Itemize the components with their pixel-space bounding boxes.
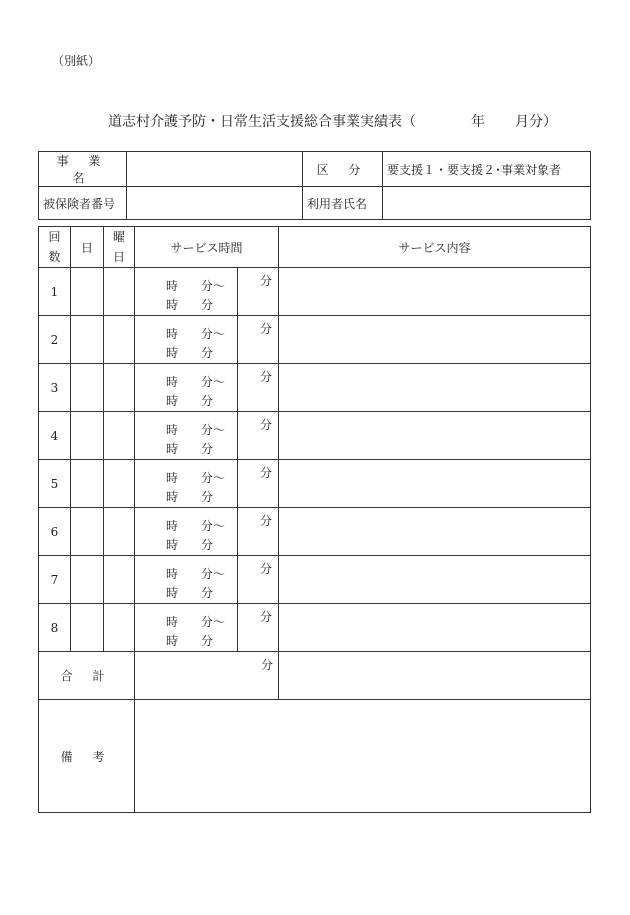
duration-cell[interactable] — [238, 316, 279, 364]
service-time-cell[interactable] — [135, 508, 238, 556]
duration-minute-unit: 分 — [260, 514, 273, 528]
row-number: 1 — [39, 268, 71, 316]
start-minute-unit: 分～ — [201, 567, 226, 581]
start-hour-unit: 時 — [166, 471, 179, 485]
start-minute-unit: 分～ — [201, 519, 226, 533]
service-time-cell[interactable] — [135, 364, 238, 412]
start-hour-unit: 時 — [166, 279, 179, 293]
business-name-label: 事 業 名 — [39, 152, 127, 187]
start-minute-unit: 分～ — [201, 279, 226, 293]
table-row — [39, 508, 591, 556]
end-minute-unit: 分 — [201, 634, 214, 648]
title-year: 年 — [471, 114, 485, 130]
end-hour-unit: 時 — [166, 490, 179, 504]
row-number: 4 — [39, 412, 71, 460]
start-minute-unit: 分～ — [201, 327, 226, 341]
service-time-cell[interactable] — [135, 460, 238, 508]
service-time-cell[interactable] — [135, 412, 238, 460]
header-day: 日 — [71, 227, 104, 268]
title-month: 月分） — [515, 114, 557, 130]
day-cell[interactable] — [71, 508, 104, 556]
header-service-content: サービス内容 — [279, 227, 591, 268]
weekday-cell[interactable] — [104, 604, 135, 652]
start-hour-unit: 時 — [166, 375, 179, 389]
duration-minute-unit: 分 — [260, 370, 273, 384]
user-name-field[interactable] — [383, 187, 591, 220]
table-row — [39, 412, 591, 460]
end-minute-unit: 分 — [201, 442, 214, 456]
title-main: 道志村介護予防・日常生活支援総合事業実績表（ — [108, 114, 416, 130]
table-row — [39, 316, 591, 364]
start-hour-unit: 時 — [166, 519, 179, 533]
remarks-label: 備 考 — [39, 700, 135, 813]
table-row — [39, 268, 591, 316]
start-minute-unit: 分～ — [201, 471, 226, 485]
duration-cell[interactable] — [238, 412, 279, 460]
end-minute-unit: 分 — [201, 586, 214, 600]
total-minutes-cell[interactable] — [135, 652, 279, 700]
start-minute-unit: 分～ — [201, 423, 226, 437]
weekday-cell[interactable] — [104, 364, 135, 412]
info-table — [38, 151, 591, 220]
row-number: 8 — [39, 604, 71, 652]
remarks-field[interactable] — [135, 700, 591, 813]
end-hour-unit: 時 — [166, 298, 179, 312]
row-number: 6 — [39, 508, 71, 556]
page-title — [108, 111, 557, 131]
service-content-cell[interactable] — [279, 604, 591, 652]
total-minute-unit: 分 — [261, 658, 274, 672]
total-content-cell[interactable] — [279, 652, 591, 700]
service-time-cell[interactable] — [135, 604, 238, 652]
weekday-cell[interactable] — [104, 508, 135, 556]
end-hour-unit: 時 — [166, 394, 179, 408]
duration-minute-unit: 分 — [260, 562, 273, 576]
end-minute-unit: 分 — [201, 490, 214, 504]
service-time-cell[interactable] — [135, 556, 238, 604]
service-record-table — [38, 226, 591, 813]
duration-cell[interactable] — [238, 460, 279, 508]
insured-number-field[interactable] — [127, 187, 303, 220]
day-cell[interactable] — [71, 460, 104, 508]
weekday-cell[interactable] — [104, 316, 135, 364]
end-hour-unit: 時 — [166, 586, 179, 600]
end-minute-unit: 分 — [201, 538, 214, 552]
table-row — [39, 604, 591, 652]
header-count: 回 数 — [39, 227, 71, 268]
service-time-cell[interactable] — [135, 316, 238, 364]
total-label: 合 計 — [39, 652, 135, 700]
insured-number-label: 被保険者番号 — [39, 187, 127, 220]
duration-cell[interactable] — [238, 508, 279, 556]
end-hour-unit: 時 — [166, 634, 179, 648]
day-cell[interactable] — [71, 604, 104, 652]
annex-label: （別紙） — [52, 54, 101, 68]
service-content-cell[interactable] — [279, 268, 591, 316]
day-cell[interactable] — [71, 556, 104, 604]
duration-cell[interactable] — [238, 364, 279, 412]
duration-minute-unit: 分 — [260, 418, 273, 432]
end-hour-unit: 時 — [166, 442, 179, 456]
end-hour-unit: 時 — [166, 346, 179, 360]
category-options[interactable]: 要支援１・要支援２･事業対象者 — [383, 152, 591, 187]
table-row — [39, 556, 591, 604]
service-content-cell[interactable] — [279, 460, 591, 508]
header-weekday: 曜 日 — [104, 227, 135, 268]
row-number: 3 — [39, 364, 71, 412]
duration-minute-unit: 分 — [260, 274, 273, 288]
weekday-cell[interactable] — [104, 268, 135, 316]
end-minute-unit: 分 — [201, 298, 214, 312]
day-cell[interactable] — [71, 412, 104, 460]
row-number: 7 — [39, 556, 71, 604]
duration-minute-unit: 分 — [260, 322, 273, 336]
weekday-cell[interactable] — [104, 460, 135, 508]
end-minute-unit: 分 — [201, 394, 214, 408]
duration-cell[interactable] — [238, 556, 279, 604]
start-minute-unit: 分～ — [201, 375, 226, 389]
weekday-cell[interactable] — [104, 556, 135, 604]
service-time-cell[interactable] — [135, 268, 238, 316]
day-cell[interactable] — [71, 316, 104, 364]
service-content-cell[interactable] — [279, 412, 591, 460]
service-content-cell[interactable] — [279, 508, 591, 556]
category-label: 区 分 — [303, 152, 383, 187]
start-hour-unit: 時 — [166, 423, 179, 437]
service-content-cell[interactable] — [279, 316, 591, 364]
business-name-field[interactable] — [127, 152, 303, 187]
start-hour-unit: 時 — [166, 567, 179, 581]
service-content-cell[interactable] — [279, 556, 591, 604]
duration-minute-unit: 分 — [260, 466, 273, 480]
table-row — [39, 460, 591, 508]
row-number: 2 — [39, 316, 71, 364]
table-row — [39, 364, 591, 412]
duration-cell[interactable] — [238, 604, 279, 652]
service-content-cell[interactable] — [279, 364, 591, 412]
user-name-label: 利用者氏名 — [303, 187, 383, 220]
day-cell[interactable] — [71, 268, 104, 316]
start-minute-unit: 分～ — [201, 615, 226, 629]
end-minute-unit: 分 — [201, 346, 214, 360]
duration-cell[interactable] — [238, 268, 279, 316]
start-hour-unit: 時 — [166, 615, 179, 629]
start-hour-unit: 時 — [166, 327, 179, 341]
end-hour-unit: 時 — [166, 538, 179, 552]
duration-minute-unit: 分 — [260, 610, 273, 624]
header-service-time: サービス時間 — [135, 227, 279, 268]
row-number: 5 — [39, 460, 71, 508]
weekday-cell[interactable] — [104, 412, 135, 460]
day-cell[interactable] — [71, 364, 104, 412]
